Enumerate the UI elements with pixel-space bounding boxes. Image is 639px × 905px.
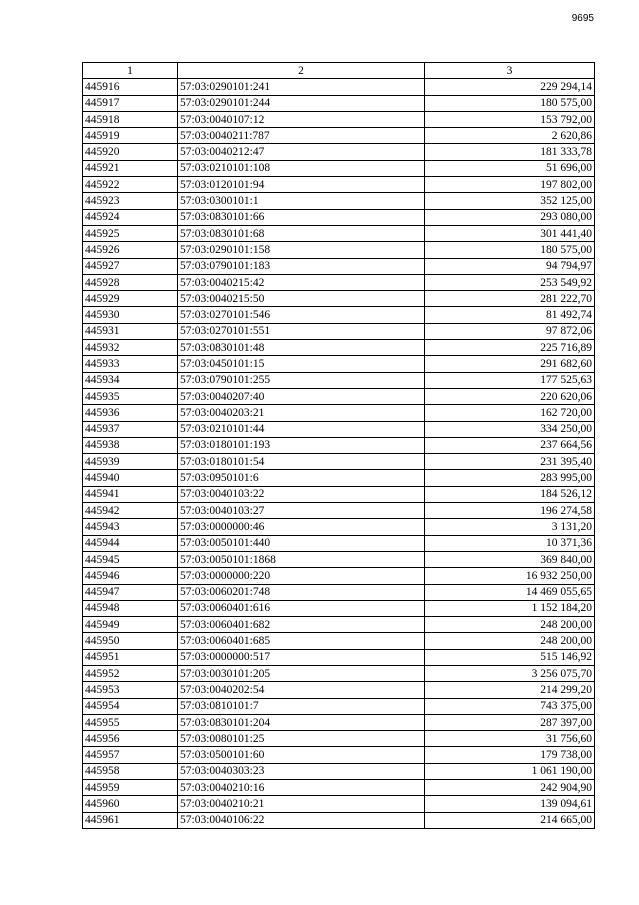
cell-cadastral-value: 248 200,00 — [425, 617, 595, 633]
column-header-cadastral: 2 — [178, 63, 425, 79]
cell-cadastral-number: 57:03:0270101:546 — [178, 307, 425, 323]
cell-cadastral-number: 57:03:0830101:68 — [178, 225, 425, 241]
cell-record-number: 445929 — [83, 291, 178, 307]
cell-cadastral-value: 301 441,40 — [425, 225, 595, 241]
cell-cadastral-value: 281 222,70 — [425, 291, 595, 307]
cell-cadastral-value: 743 375,00 — [425, 698, 595, 714]
cell-cadastral-value: 31 756,60 — [425, 731, 595, 747]
table-row — [83, 177, 595, 193]
cell-record-number: 445936 — [83, 405, 178, 421]
cell-cadastral-number: 57:03:0830101:48 — [178, 340, 425, 356]
registry-table — [82, 62, 595, 829]
cell-cadastral-value: 293 080,00 — [425, 209, 595, 225]
table-row — [83, 617, 595, 633]
cell-cadastral-number: 57:03:0270101:551 — [178, 323, 425, 339]
cell-cadastral-value: 352 125,00 — [425, 193, 595, 209]
cell-cadastral-value: 14 469 055,65 — [425, 584, 595, 600]
table-row — [83, 731, 595, 747]
cell-cadastral-number: 57:03:0040303:23 — [178, 763, 425, 779]
cell-cadastral-value: 10 371,36 — [425, 535, 595, 551]
table-row — [83, 633, 595, 649]
table-row — [83, 682, 595, 698]
table-row — [83, 437, 595, 453]
cell-cadastral-value: 1 061 190,00 — [425, 763, 595, 779]
cell-record-number: 445940 — [83, 470, 178, 486]
cell-cadastral-number: 57:03:0040215:50 — [178, 291, 425, 307]
cell-cadastral-value: 51 696,00 — [425, 160, 595, 176]
cell-cadastral-number: 57:03:0040210:16 — [178, 780, 425, 796]
cell-cadastral-value: 196 274,58 — [425, 503, 595, 519]
cell-cadastral-value: 184 526,12 — [425, 486, 595, 502]
cell-cadastral-value: 3 131,20 — [425, 519, 595, 535]
table-row — [83, 665, 595, 681]
cell-cadastral-number: 57:03:0950101:6 — [178, 470, 425, 486]
page-number: 9695 — [571, 13, 594, 24]
table-row — [83, 225, 595, 241]
cell-record-number: 445943 — [83, 519, 178, 535]
cell-record-number: 445937 — [83, 421, 178, 437]
cell-record-number: 445928 — [83, 274, 178, 290]
table-row — [83, 128, 595, 144]
cell-cadastral-number: 57:03:0040207:40 — [178, 388, 425, 404]
cell-record-number: 445958 — [83, 763, 178, 779]
cell-cadastral-number: 57:03:0040107:12 — [178, 111, 425, 127]
cell-cadastral-value: 248 200,00 — [425, 633, 595, 649]
table-row — [83, 535, 595, 551]
table-header — [83, 63, 595, 79]
cell-cadastral-number: 57:03:0180101:193 — [178, 437, 425, 453]
cell-record-number: 445926 — [83, 242, 178, 258]
cell-cadastral-value: 229 294,14 — [425, 79, 595, 95]
cell-record-number: 445916 — [83, 79, 178, 95]
cell-record-number: 445945 — [83, 551, 178, 567]
cell-cadastral-value: 181 333,78 — [425, 144, 595, 160]
cell-cadastral-number: 57:03:0290101:158 — [178, 242, 425, 258]
table-row — [83, 568, 595, 584]
cell-cadastral-number: 57:03:0040212:47 — [178, 144, 425, 160]
cell-cadastral-value: 153 792,00 — [425, 111, 595, 127]
cell-cadastral-number: 57:03:0030101:205 — [178, 665, 425, 681]
cell-cadastral-number: 57:03:0060201:748 — [178, 584, 425, 600]
cell-cadastral-value: 197 802,00 — [425, 177, 595, 193]
cell-record-number: 445935 — [83, 388, 178, 404]
column-header-number: 1 — [83, 63, 178, 79]
cell-cadastral-value: 139 094,61 — [425, 796, 595, 812]
table-row — [83, 323, 595, 339]
cell-record-number: 445938 — [83, 437, 178, 453]
cell-cadastral-number: 57:03:0180101:54 — [178, 454, 425, 470]
cell-cadastral-value: 231 395,40 — [425, 454, 595, 470]
table-row — [83, 649, 595, 665]
column-header-value: 3 — [425, 63, 595, 79]
cell-cadastral-number: 57:03:0120101:94 — [178, 177, 425, 193]
table-row — [83, 796, 595, 812]
cell-cadastral-number: 57:03:0050101:1868 — [178, 551, 425, 567]
table-row — [83, 812, 595, 828]
cell-record-number: 445955 — [83, 714, 178, 730]
cell-record-number: 445960 — [83, 796, 178, 812]
cell-cadastral-number: 57:03:0040106:22 — [178, 812, 425, 828]
cell-record-number: 445921 — [83, 160, 178, 176]
table-row — [83, 209, 595, 225]
table-row — [83, 144, 595, 160]
cell-cadastral-value: 283 995,00 — [425, 470, 595, 486]
cell-cadastral-number: 57:03:0040202:54 — [178, 682, 425, 698]
cell-record-number: 445952 — [83, 665, 178, 681]
cell-record-number: 445957 — [83, 747, 178, 763]
cell-cadastral-value: 214 665,00 — [425, 812, 595, 828]
cell-cadastral-value: 1 152 184,20 — [425, 600, 595, 616]
table-row — [83, 242, 595, 258]
cell-record-number: 445944 — [83, 535, 178, 551]
cell-cadastral-value: 16 932 250,00 — [425, 568, 595, 584]
table-row — [83, 274, 595, 290]
table-row — [83, 405, 595, 421]
table-row — [83, 388, 595, 404]
cell-cadastral-number: 57:03:0050101:440 — [178, 535, 425, 551]
cell-cadastral-number: 57:03:0450101:15 — [178, 356, 425, 372]
table-row — [83, 95, 595, 111]
cell-cadastral-number: 57:03:0040203:21 — [178, 405, 425, 421]
cell-cadastral-value: 180 575,00 — [425, 95, 595, 111]
cell-record-number: 445932 — [83, 340, 178, 356]
cell-cadastral-number: 57:03:0810101:7 — [178, 698, 425, 714]
cell-cadastral-value: 214 299,20 — [425, 682, 595, 698]
cell-cadastral-value: 81 492,74 — [425, 307, 595, 323]
table-row — [83, 307, 595, 323]
table-row — [83, 356, 595, 372]
cell-cadastral-number: 57:03:0830101:204 — [178, 714, 425, 730]
cell-record-number: 445953 — [83, 682, 178, 698]
cell-record-number: 445924 — [83, 209, 178, 225]
cell-record-number: 445933 — [83, 356, 178, 372]
cell-cadastral-number: 57:03:0060401:685 — [178, 633, 425, 649]
cell-record-number: 445948 — [83, 600, 178, 616]
cell-cadastral-value: 237 664,56 — [425, 437, 595, 453]
cell-cadastral-number: 57:03:0000000:46 — [178, 519, 425, 535]
table-row — [83, 600, 595, 616]
table-row — [83, 470, 595, 486]
cell-cadastral-number: 57:03:0830101:66 — [178, 209, 425, 225]
cell-cadastral-value: 2 620,86 — [425, 128, 595, 144]
table-row — [83, 763, 595, 779]
table-row — [83, 780, 595, 796]
cell-cadastral-number: 57:03:0790101:255 — [178, 372, 425, 388]
cell-cadastral-value: 220 620,06 — [425, 388, 595, 404]
table-row — [83, 747, 595, 763]
cell-cadastral-number: 57:03:0300101:1 — [178, 193, 425, 209]
cell-cadastral-number: 57:03:0790101:183 — [178, 258, 425, 274]
cell-cadastral-value: 291 682,60 — [425, 356, 595, 372]
table-body — [83, 79, 595, 829]
table-row — [83, 421, 595, 437]
table-row — [83, 454, 595, 470]
cell-cadastral-number: 57:03:0290101:244 — [178, 95, 425, 111]
cell-record-number: 445923 — [83, 193, 178, 209]
cell-cadastral-number: 57:03:0080101:25 — [178, 731, 425, 747]
cell-cadastral-number: 57:03:0060401:682 — [178, 617, 425, 633]
cell-cadastral-number: 57:03:0040103:22 — [178, 486, 425, 502]
table-row — [83, 291, 595, 307]
cell-record-number: 445920 — [83, 144, 178, 160]
cell-cadastral-value: 334 250,00 — [425, 421, 595, 437]
cell-cadastral-value: 369 840,00 — [425, 551, 595, 567]
cell-cadastral-value: 242 904,90 — [425, 780, 595, 796]
cell-cadastral-value: 515 146,92 — [425, 649, 595, 665]
cell-record-number: 445956 — [83, 731, 178, 747]
cell-record-number: 445925 — [83, 225, 178, 241]
cell-record-number: 445942 — [83, 503, 178, 519]
cell-record-number: 445954 — [83, 698, 178, 714]
header-row — [83, 63, 595, 79]
table-row — [83, 584, 595, 600]
cell-cadastral-number: 57:03:0040215:42 — [178, 274, 425, 290]
cell-cadastral-number: 57:03:0040211:787 — [178, 128, 425, 144]
cell-cadastral-value: 162 720,00 — [425, 405, 595, 421]
cell-cadastral-value: 253 549,92 — [425, 274, 595, 290]
cell-record-number: 445918 — [83, 111, 178, 127]
table-row — [83, 503, 595, 519]
cell-cadastral-number: 57:03:0060401:616 — [178, 600, 425, 616]
cell-cadastral-value: 287 397,00 — [425, 714, 595, 730]
table-row — [83, 372, 595, 388]
cell-cadastral-value: 94 794,97 — [425, 258, 595, 274]
cell-record-number: 445947 — [83, 584, 178, 600]
cell-record-number: 445917 — [83, 95, 178, 111]
cell-record-number: 445961 — [83, 812, 178, 828]
cell-cadastral-number: 57:03:0290101:241 — [178, 79, 425, 95]
cell-record-number: 445931 — [83, 323, 178, 339]
cell-cadastral-number: 57:03:0000000:220 — [178, 568, 425, 584]
table-row — [83, 79, 595, 95]
cell-cadastral-value: 177 525,63 — [425, 372, 595, 388]
table-row — [83, 698, 595, 714]
table-row — [83, 519, 595, 535]
table-row — [83, 551, 595, 567]
cell-record-number: 445946 — [83, 568, 178, 584]
cell-cadastral-value: 225 716,89 — [425, 340, 595, 356]
table-row — [83, 714, 595, 730]
cell-cadastral-number: 57:03:0040103:27 — [178, 503, 425, 519]
cell-cadastral-number: 57:03:0210101:108 — [178, 160, 425, 176]
table-row — [83, 258, 595, 274]
table-row — [83, 486, 595, 502]
cell-record-number: 445941 — [83, 486, 178, 502]
cell-cadastral-value: 180 575,00 — [425, 242, 595, 258]
cell-cadastral-number: 57:03:0000000:517 — [178, 649, 425, 665]
cell-record-number: 445930 — [83, 307, 178, 323]
cell-record-number: 445959 — [83, 780, 178, 796]
cell-record-number: 445919 — [83, 128, 178, 144]
cell-cadastral-number: 57:03:0040210:21 — [178, 796, 425, 812]
table-row — [83, 193, 595, 209]
table-row — [83, 340, 595, 356]
cell-record-number: 445934 — [83, 372, 178, 388]
table-row — [83, 160, 595, 176]
cell-record-number: 445950 — [83, 633, 178, 649]
cell-record-number: 445951 — [83, 649, 178, 665]
cell-cadastral-value: 3 256 075,70 — [425, 665, 595, 681]
cell-cadastral-value: 97 872,06 — [425, 323, 595, 339]
cell-cadastral-number: 57:03:0500101:60 — [178, 747, 425, 763]
cell-record-number: 445922 — [83, 177, 178, 193]
table-row — [83, 111, 595, 127]
cell-cadastral-number: 57:03:0210101:44 — [178, 421, 425, 437]
cell-record-number: 445939 — [83, 454, 178, 470]
cell-cadastral-value: 179 738,00 — [425, 747, 595, 763]
cell-record-number: 445949 — [83, 617, 178, 633]
cell-record-number: 445927 — [83, 258, 178, 274]
